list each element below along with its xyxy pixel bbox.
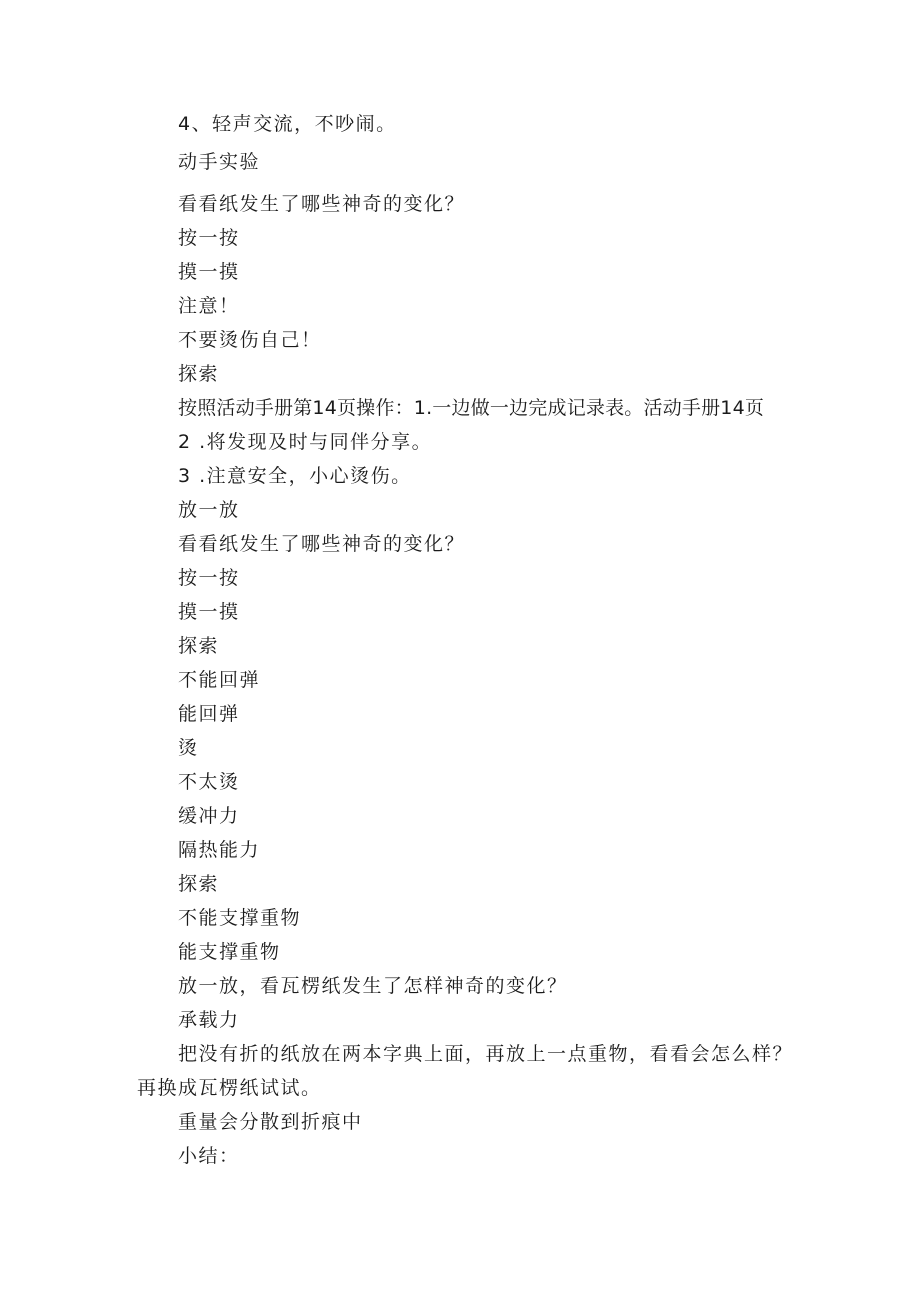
text-line: 放一放，看瓦楞纸发生了怎样神奇的变化？ — [178, 975, 568, 997]
text-line: 按一按 — [178, 567, 240, 589]
text-line: 重量会分散到折痕中 — [178, 1111, 363, 1133]
text-line: 小结： — [178, 1145, 240, 1167]
text-line: 不能支撑重物 — [178, 907, 302, 929]
text-line: 不太烫 — [178, 771, 240, 793]
text-line: 按一按 — [178, 227, 240, 249]
text-line: 探索 — [178, 363, 220, 385]
text-line: 摸一摸 — [178, 261, 240, 283]
text-line: 能支撑重物 — [178, 941, 281, 963]
text-line: 不能回弹 — [178, 669, 261, 691]
text-line: 再换成瓦楞纸试试。 — [137, 1077, 322, 1099]
text-line: 摸一摸 — [178, 601, 240, 623]
text-line: 隔热能力 — [178, 839, 261, 861]
text-line: 3 .注意安全，小心烫伤。 — [178, 465, 412, 487]
text-line: 看看纸发生了哪些神奇的变化？ — [178, 533, 466, 555]
text-line: 承载力 — [178, 1009, 240, 1031]
text-line: 注意！ — [178, 295, 240, 317]
text-line: 4、轻声交流，不吵闹。 — [178, 113, 397, 135]
text-line: 按照活动手册第14页操作：1.一边做一边完成记录表。活动手册14页 — [178, 397, 765, 419]
text-line: 放一放 — [178, 499, 240, 521]
text-line: 探索 — [178, 635, 220, 657]
text-line: 动手实验 — [178, 151, 261, 173]
text-line: 看看纸发生了哪些神奇的变化？ — [178, 193, 466, 215]
text-line: 把没有折的纸放在两本字典上面，再放上一点重物，看看会怎么样？ — [178, 1043, 794, 1065]
text-line: 不要烫伤自己！ — [178, 329, 322, 351]
text-line: 缓冲力 — [178, 805, 240, 827]
text-line: 探索 — [178, 873, 220, 895]
text-line: 能回弹 — [178, 703, 240, 725]
text-line: 烫 — [178, 737, 199, 759]
text-line: 2 .将发现及时与同伴分享。 — [178, 431, 433, 453]
